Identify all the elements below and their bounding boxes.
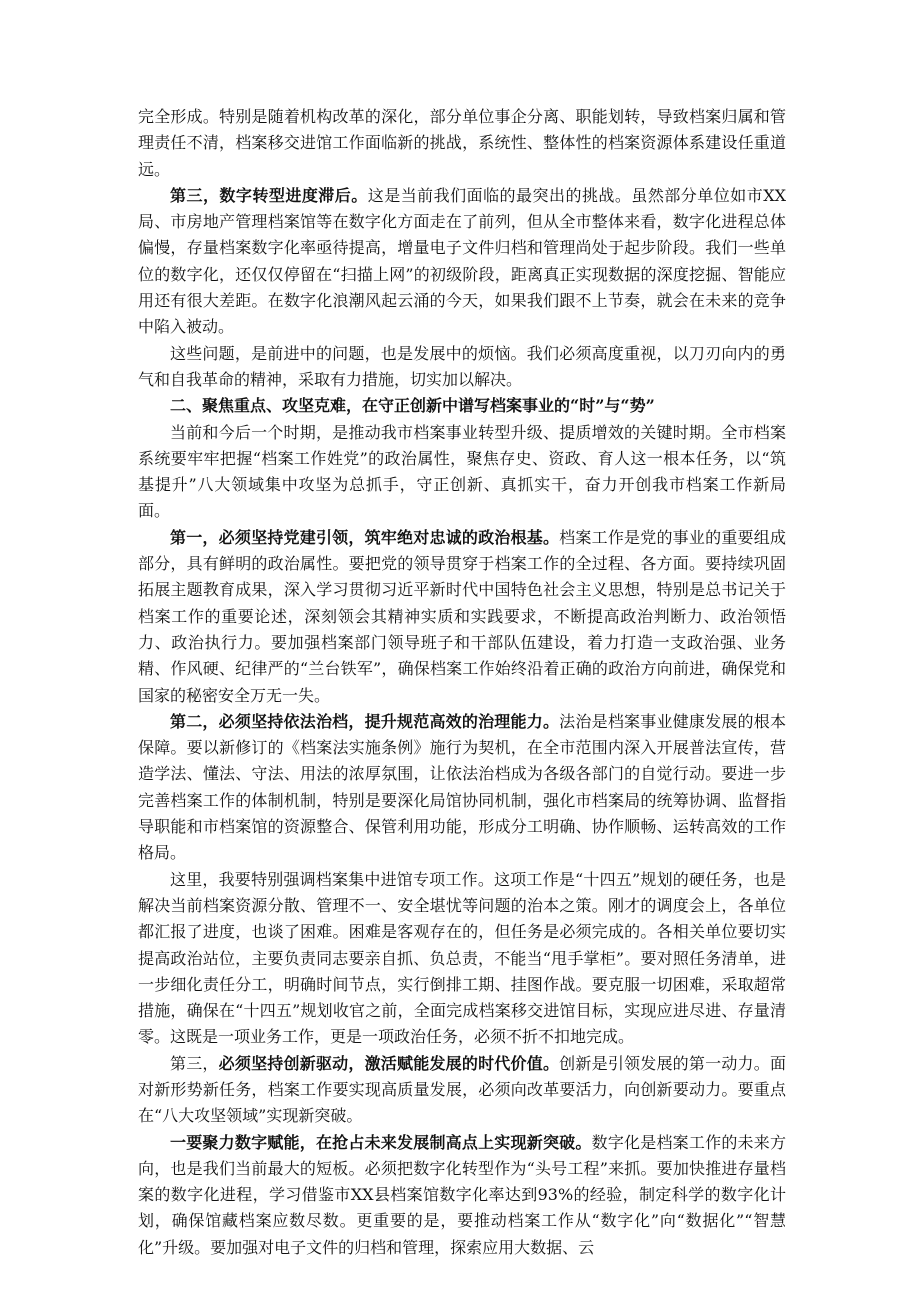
paragraph-text: 当前和今后一个时期，是推动我市档案事业转型升级、提质增效的关键时期。全市档案系统要牢牢把握“档案工作姓党”的政治属性，聚焦存史、资政、育人这一根本任务，以“筑基提升”八大领域集中攻坚为总抓手，守正创新、真抓实干，奋力开创我市档案工作新局面。	[138, 422, 786, 521]
paragraph-lead: 第一，必须坚持党建引领，筑牢绝对忠诚的政治根基。	[170, 527, 560, 547]
paragraph-text: 创新是引领发展的第一动力。面对新形势新任务，档案工作要实现高质量发展，必须向改革要活力，向创新要动力。要重点在“八大攻坚领域”实现新突破。	[138, 1053, 786, 1126]
paragraph-text: 数字化是档案工作的未来方向，也是我们当前最大的短板。必须把数字化转型作为“头号工程”来抓。要加快推进存量档案的数字化进程，学习借鉴市XX县档案馆数字化率达到93%的经验，制定科学的数字化计划，确保馆藏档案应数尽数。更重要的是，要推动档案工作从“数字化”向“数据化”“智慧化”升级。要加强对电子文件的归档和管理，探索应用大数据、云	[138, 1132, 786, 1257]
paragraph-4	[138, 420, 786, 525]
paragraph-9	[138, 1130, 786, 1261]
paragraph-8	[138, 1051, 786, 1130]
paragraph-1	[138, 104, 786, 183]
paragraph-3	[138, 341, 786, 394]
paragraph-text: 这是当前我们面临的最突出的挑战。虽然部分单位如市XX局、市房地产管理档案馆等在数字化方面走在了前列，但从全市整体来看，数字化进程总体偏慢，存量档案数字化率亟待提高，增量电子文件归档和管理尚处于起步阶段。我们一些单位的数字化，还仅仅停留在“扫描上网”的初级阶段，距离真正实现数据的深度挖掘、智能应用还有很大差距。在数字化浪潮风起云涌的今天，如果我们跟不上节奏，就会在未来的竞争中陷入被动。	[138, 185, 786, 337]
paragraph-text: 完全形成。特别是随着机构改革的深化，部分单位事企分离、职能划转，导致档案归属和管理责任不清，档案移交进馆工作面临新的挑战，系统性、整体性的档案资源体系建设任重道远。	[138, 107, 786, 179]
paragraph-lead: 第二，必须坚持依法治档，提升规范高效的治理能力。	[170, 711, 560, 731]
paragraph-6	[138, 709, 786, 867]
paragraph-text: 档案工作是党的事业的重要组成部分，具有鲜明的政治属性。要把党的领导贯穿于档案工作的全过程、各方面。要持续巩固拓展主题教育成果，深入学习贯彻习近平新时代中国特色社会主义思想，特别是总书记关于档案工作的重要论述，深刻领会其精神实质和实践要求，不断提高政治判断力、政治领悟力、政治执行力。要加强档案部门领导班子和干部队伍建设，着力打造一支政治强、业务精、作风硬、纪律严的“兰台铁军”，确保档案工作始终沿着正确的政治方向前进，确保党和国家的秘密安全万无一失。	[138, 527, 786, 705]
paragraph-lead: 一要聚力数字赋能，在抢占未来发展制高点上实现新突破。	[170, 1132, 592, 1152]
paragraph-lead: 必须坚持创新驱动，激活赋能发展的时代价值。	[218, 1053, 560, 1073]
paragraph-5	[138, 525, 786, 709]
paragraph-2	[138, 183, 786, 341]
paragraph-text: 这里，我要特别强调档案集中进馆专项工作。这项工作是“十四五”规划的硬任务，也是解决当前档案资源分散、管理不一、安全堪忧等问题的治本之策。刚才的调度会上，各单位都汇报了进度，也谈了困难。困难是客观存在的，但任务是必须完成的。各相关单位要切实提高政治站位，主要负责同志要亲自抓、负总责，不能当“甩手掌柜”。要对照任务清单，进一步细化责任分工，明确时间节点，实行倒排工期、挂图作战。要克服一切困难，采取超常措施，确保在“十四五”规划收官之前，全面完成档案移交进馆目标，实现应进尽进、存量清零。这既是一项业务工作，更是一项政治任务，必须不折不扣地完成。	[138, 869, 786, 1047]
document-body	[138, 104, 786, 1261]
paragraph-plain-lead: 第三，	[170, 1053, 219, 1073]
paragraph-text: 这些问题，是前进中的问题，也是发展中的烦恼。我们必须高度重视，以刀刃向内的勇气和自我革命的精神，采取有力措施，切实加以解决。	[138, 343, 786, 389]
paragraph-7	[138, 867, 786, 1051]
section-heading: 二、聚焦重点、攻坚克难，在守正创新中谱写档案事业的“时”与“势”	[170, 396, 655, 416]
paragraph-lead: 第三，数字转型进度滞后。	[170, 185, 368, 205]
paragraph-text: 法治是档案事业健康发展的根本保障。要以新修订的《档案法实施条例》施行为契机，在全市范围内深入开展普法宣传，营造学法、懂法、守法、用法的浓厚氛围，让依法治档成为各级各部门的自觉行动。要进一步完善档案工作的体制机制，特别是要深化局馆协同机制，强化市档案局的统筹协调、监督指导职能和市档案馆的资源整合、保管利用功能，形成分工明确、协作顺畅、运转高效的工作格局。	[138, 711, 786, 863]
